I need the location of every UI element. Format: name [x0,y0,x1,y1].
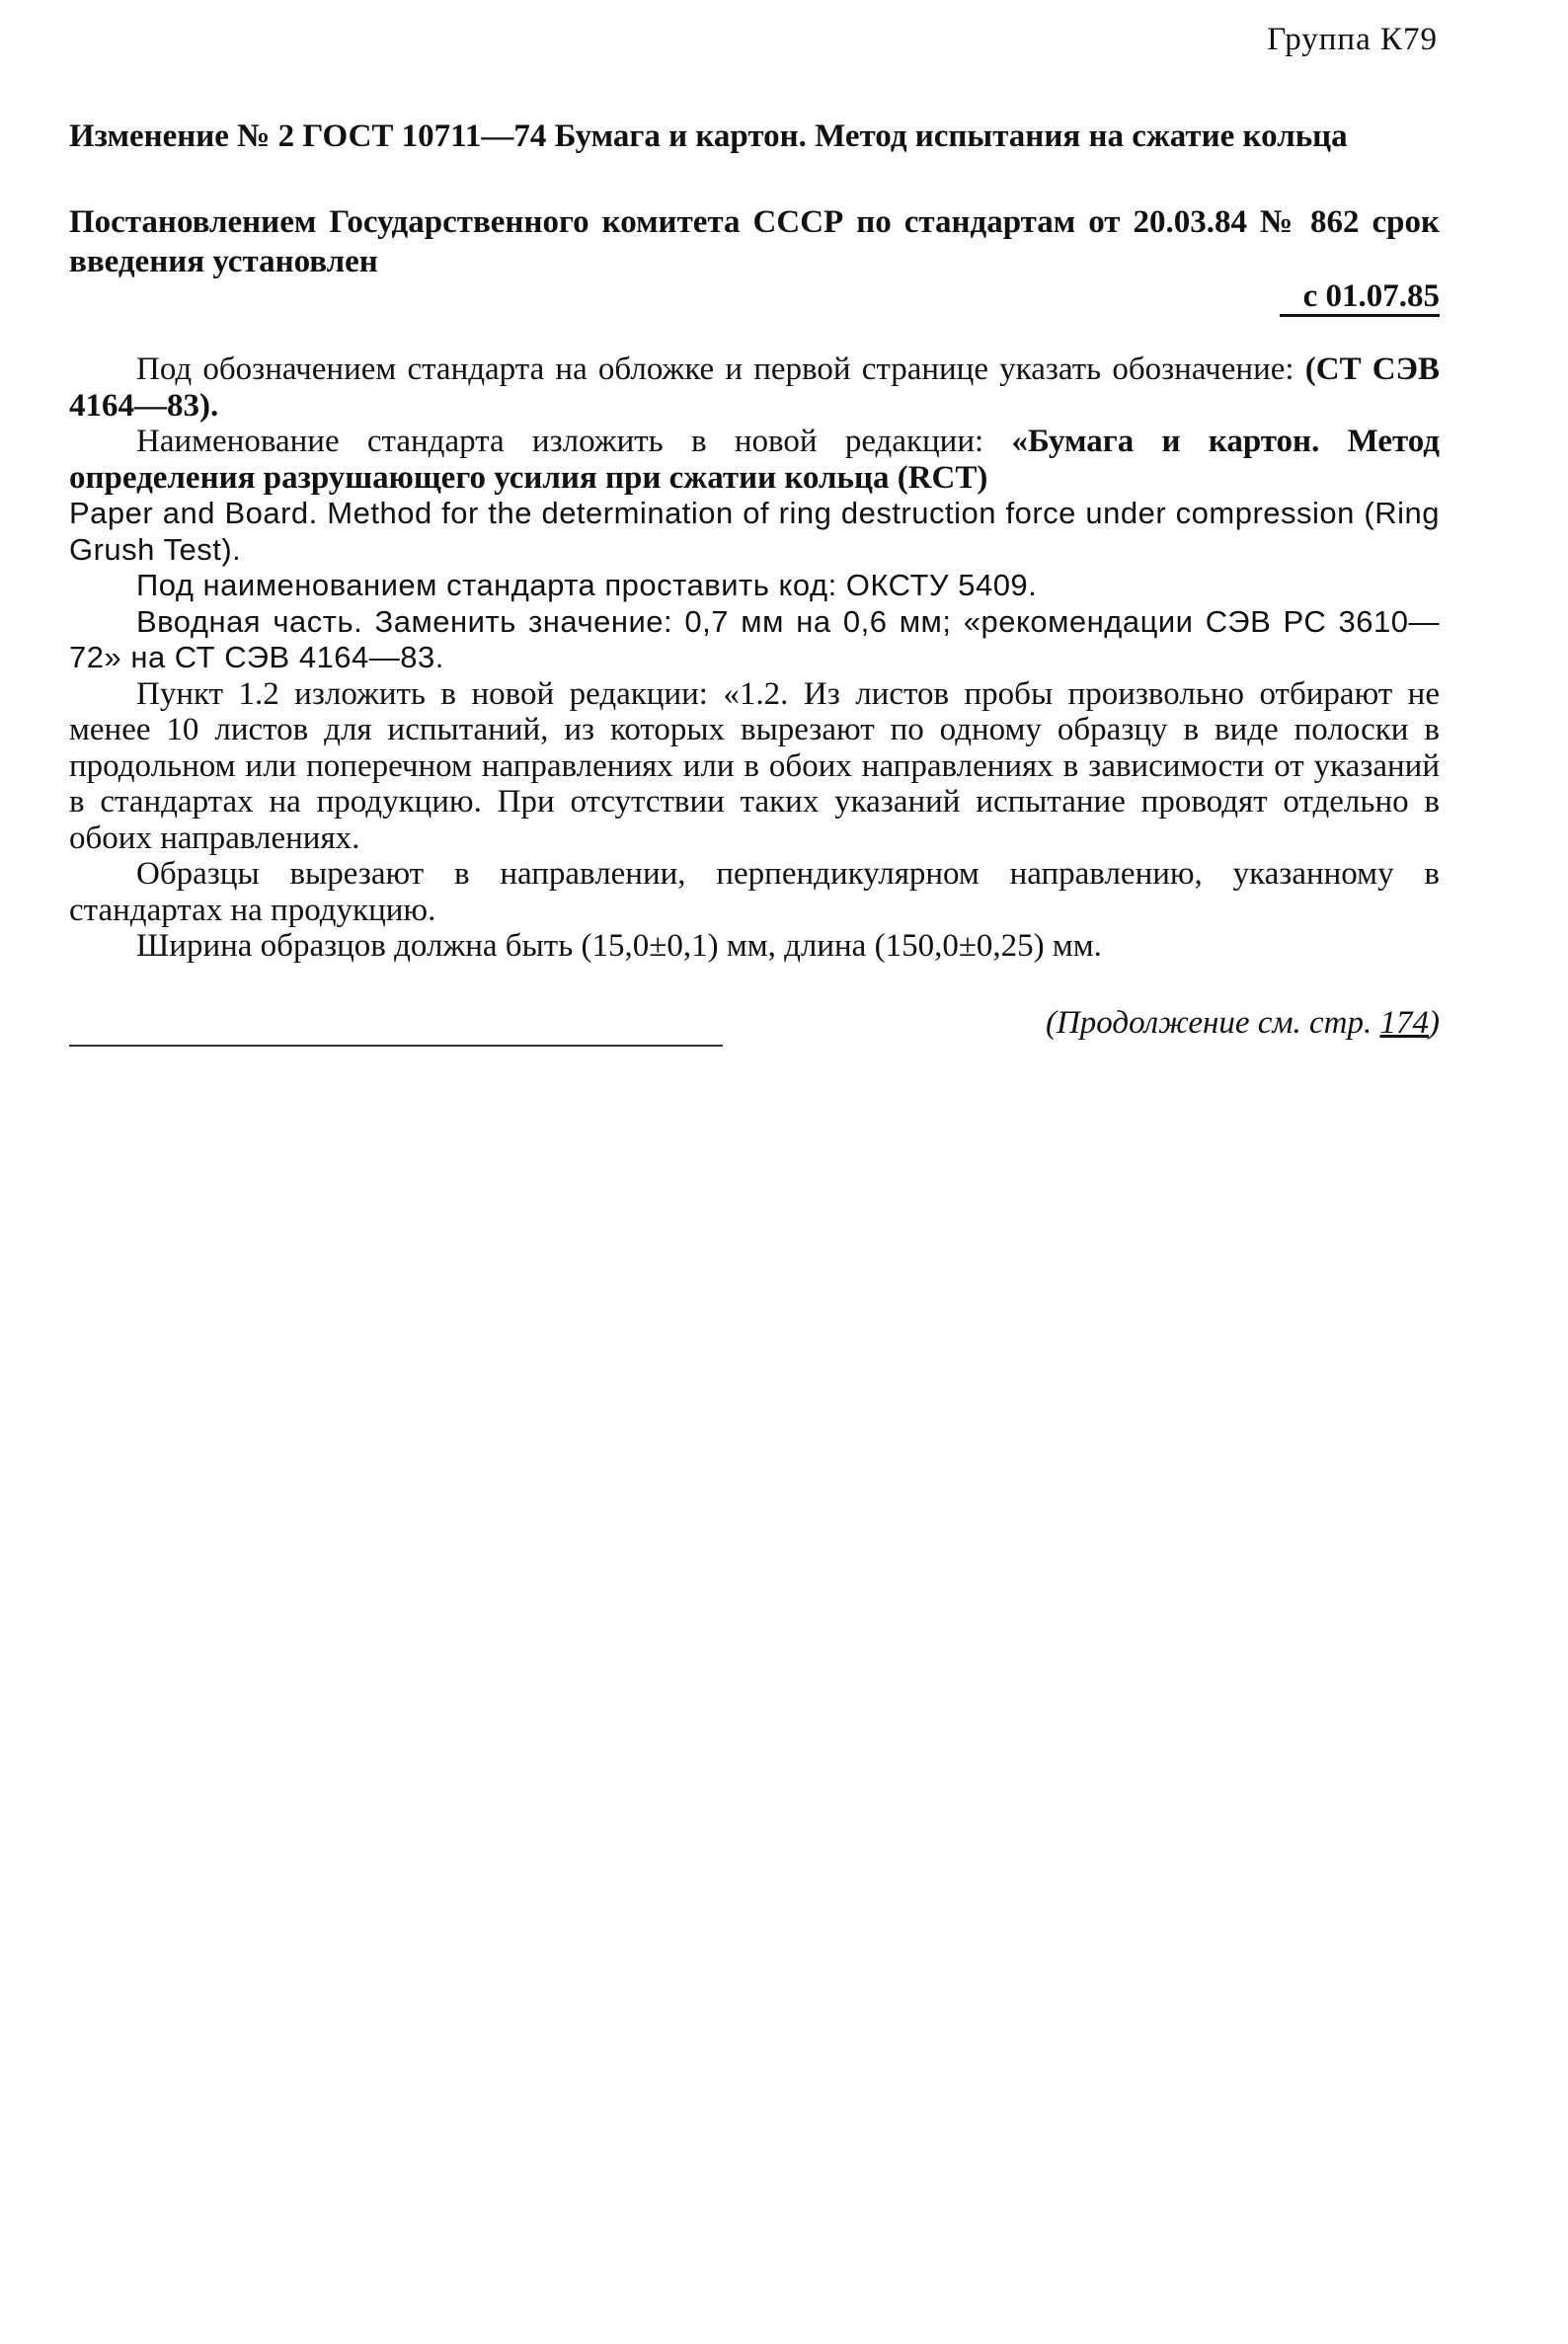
paragraph-clause: Пункт 1.2 изложить в новой редакции: «1.2. Из листов пробы произвольно отбирают не менее 10 листов для испытаний, из которых вырезают по одному образцу в виде полоски в продольном или поперечном направлениях или в обоих направлениях в зависимости от указаний в стандартах на продукцию. При отсутствии таких указаний испытание проводят отдельно в обоих направлениях. [69,675,1440,856]
footer-rule [69,1045,723,1047]
new-title: «Бумага и картон. Метод определения разрушающего усилия при сжатии кольца (RCT) [69,424,1440,496]
continuation-page: 174 [1379,1005,1429,1041]
decree-text: Постановлением Государственного комитета СССР по стандартам от 20.03.84 № 862 срок введения установлен [69,204,1440,279]
paragraph-okstu: Под наименованием стандарта проставить код: ОКСТУ 5409. [136,568,1038,602]
group-label: Группа К79 [1267,22,1438,57]
paragraph-intro: Вводная часть. Заменить значение: 0,7 мм на 0,6 мм; «рекомендации СЭВ РС 3610—72» на СТ СЭВ 4164—83. [69,603,1440,674]
document-heading: Изменение № 2 ГОСТ 10711—74 Бумага и картон. Метод испытания на сжатие кольца [69,118,1348,154]
continuation-close: ) [1429,1005,1440,1041]
paragraph-text: Под обозначением стандарта на обложке и первой странице указать обозначение: [136,352,1305,387]
paragraph-title [69,424,1440,496]
paragraph-dimensions: Ширина образцов должна быть (15,0±0,1) мм, длина (150,0±0,25) мм. [136,928,1102,964]
continuation-note [1046,1005,1440,1042]
paragraph-designation [69,352,1440,424]
paragraph-english-title: Paper and Board. Method for the determination of ring destruction force under compression (Ring Grush Test). [69,496,1440,567]
standard-code: (СТ СЭВ 4164—83). [69,352,1440,424]
paragraph-samples: Образцы вырезают в направлении, перпендикулярном направлению, указанному в стандартах на продукцию. [69,856,1440,928]
document-body [69,352,1440,965]
date-underline [1280,314,1440,317]
effective-date: с 01.07.85 [1302,278,1440,314]
continuation-text: (Продолжение см. стр. [1045,1005,1380,1041]
paragraph-text: Наименование стандарта изложить в новой редакции: [136,424,1012,459]
